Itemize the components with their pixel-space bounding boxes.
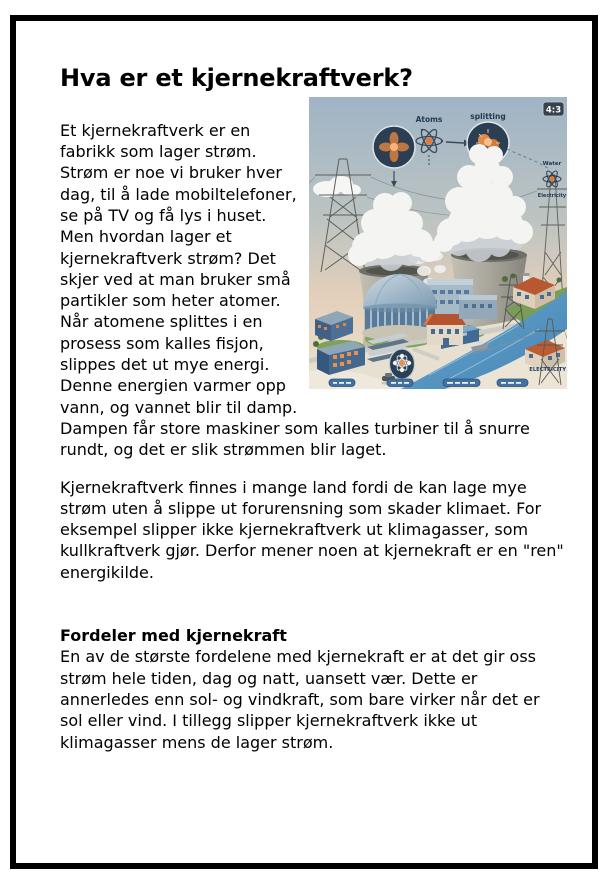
water-label: Water: [542, 160, 562, 167]
splitting-label: splitting: [470, 111, 506, 121]
svg-text:4:3: 4:3: [545, 105, 562, 116]
caption-pill: [497, 379, 528, 387]
electricity-caption: ELECTRICITY: [529, 366, 566, 373]
page-border-frame: [10, 15, 598, 869]
aspect-ratio-badge: [543, 102, 564, 116]
section-heading-advantages: Fordeler med kjernekraft: [60, 626, 287, 646]
caption-pill: [443, 379, 480, 387]
paragraph-clean-energy: Kjernekraftverk finnes i mange land fordi de kan lage mye strøm uten å slippe ut forurensning som skader klimaet. For eksempel slipper ikke kjernekraftverk ut klimagasser, som kullkraftverk gjør. Derfor mener noen at kjernekraft er en "ren" energikilde.: [60, 477, 564, 582]
caption-pill: [329, 379, 355, 387]
page-content: [16, 21, 592, 753]
atoms-label: Atoms: [415, 114, 443, 124]
electricity-label: Electricity: [537, 192, 567, 199]
paragraph-advantages: En av de største fordelene med kjernekraft er at det gir oss strøm hele tiden, dag og natt, uansett vær. Dette er annerledes enn sol- og vindkraft, som bare virker når det er sol eller vind. I tillegg slipper kjernekraftverk ikke ut klimagasser mens de lager strøm.: [60, 647, 540, 752]
page-title: Hva er et kjernekraftverk?: [60, 64, 413, 92]
paragraph-intro: Et kjernekraftverk er en fabrikk som lager strøm. Strøm er noe vi bruker hver dag, til å lade mobiltelefoner, se på TV og få lys i huset. Men hvordan lager et kjernekraftverk strøm? Det skjer ved at man bruker små partikler som heter atomer. Når atomene splittes i en prosess som kalles fisjon, slippes det ut mye energi. Denne energien varmer opp vann, og vannet blir til damp. Dampen får store maskiner som kalles turbiner til å snurre rundt, og det er slik strømmen blir laget.: [60, 120, 530, 460]
atom-medallion-icon: [390, 349, 415, 379]
caption-pill: [387, 379, 413, 387]
nuclear-plant-illustration: [309, 97, 567, 389]
